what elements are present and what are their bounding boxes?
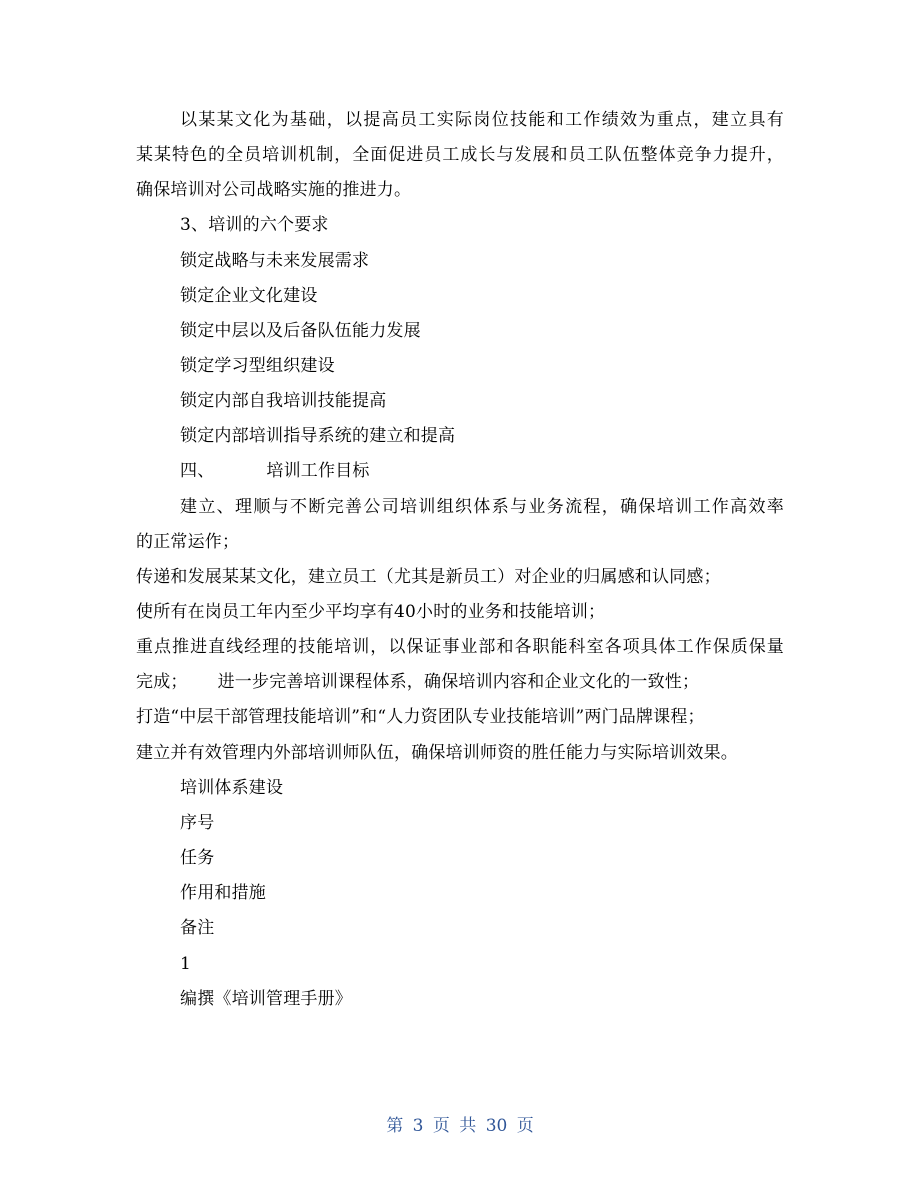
goal-paragraph-1-line-1: 建立、理顺与不断完善公司培训组织体系与业务流程，确保培训工作高效率 (180, 497, 784, 517)
goal-paragraph-4-curriculum: 进一步完善培训课程体系，确保培训内容和企业文化的一致性； (217, 672, 700, 692)
culture-paragraph-line-3: 确保培训对公司战略实施的推进力。 (136, 180, 412, 200)
column-header-number: 序号 (180, 813, 215, 833)
requirement-item: 锁定内部自我培训技能提高 (180, 391, 387, 411)
page-label-prefix: 第 (386, 1116, 404, 1136)
requirement-item: 锁定学习型组织建设 (180, 356, 335, 376)
page-current-number: 3 (412, 1116, 424, 1136)
column-header-measures: 作用和措施 (180, 883, 266, 903)
page-footer (0, 1116, 920, 1136)
column-header-task: 任务 (180, 848, 215, 868)
goals-heading (180, 461, 370, 481)
goal-paragraph-5: 打造“中层干部管理技能培训”和“人力资团队专业技能培训”两门品牌课程； (136, 707, 705, 727)
column-header-notes: 备注 (180, 918, 215, 938)
requirements-heading: 3、培训的六个要求 (180, 215, 329, 235)
culture-paragraph-line-2: 某某特色的全员培训机制，全面促进员工成长与发展和员工队伍整体竞争力提升， (136, 145, 784, 165)
page-total-number: 30 (485, 1116, 508, 1136)
goal-paragraph-2: 传递和发展某某文化，建立员工（尤其是新员工）对企业的归属感和认同感； (136, 567, 721, 587)
requirement-item: 锁定内部培训指导系统的建立和提高 (180, 426, 456, 446)
goal-paragraph-3: 使所有在岗员工年内至少平均享有40小时的业务和技能培训； (136, 602, 606, 622)
goals-heading-number: 四、 (180, 461, 215, 481)
goal-paragraph-4-line-2 (136, 672, 699, 692)
requirement-item: 锁定中层以及后备队伍能力发展 (180, 321, 421, 341)
goals-heading-text: 培训工作目标 (266, 461, 370, 481)
goal-paragraph-1-line-2: 的正常运作； (136, 532, 240, 552)
row-1-task: 编撰《培训管理手册》 (180, 989, 352, 1009)
row-1-number: 1 (180, 954, 192, 974)
page-label-middle: 页 共 (432, 1116, 477, 1136)
system-heading: 培训体系建设 (180, 778, 284, 798)
goal-paragraph-4-line-1: 重点推进直线经理的技能培训，以保证事业部和各职能科室各项具体工作保质保量 (136, 637, 784, 657)
page-label-suffix: 页 (516, 1116, 534, 1136)
goal-paragraph-6: 建立并有效管理内外部培训师队伍，确保培训师资的胜任能力与实际培训效果。 (136, 743, 738, 763)
requirement-item: 锁定战略与未来发展需求 (180, 251, 370, 271)
culture-paragraph-line-1: 以某某文化为基础，以提高员工实际岗位技能和工作绩效为重点，建立具有 (180, 110, 784, 130)
goal-paragraph-4-completion: 完成； (136, 672, 188, 692)
requirement-item: 锁定企业文化建设 (180, 286, 318, 306)
